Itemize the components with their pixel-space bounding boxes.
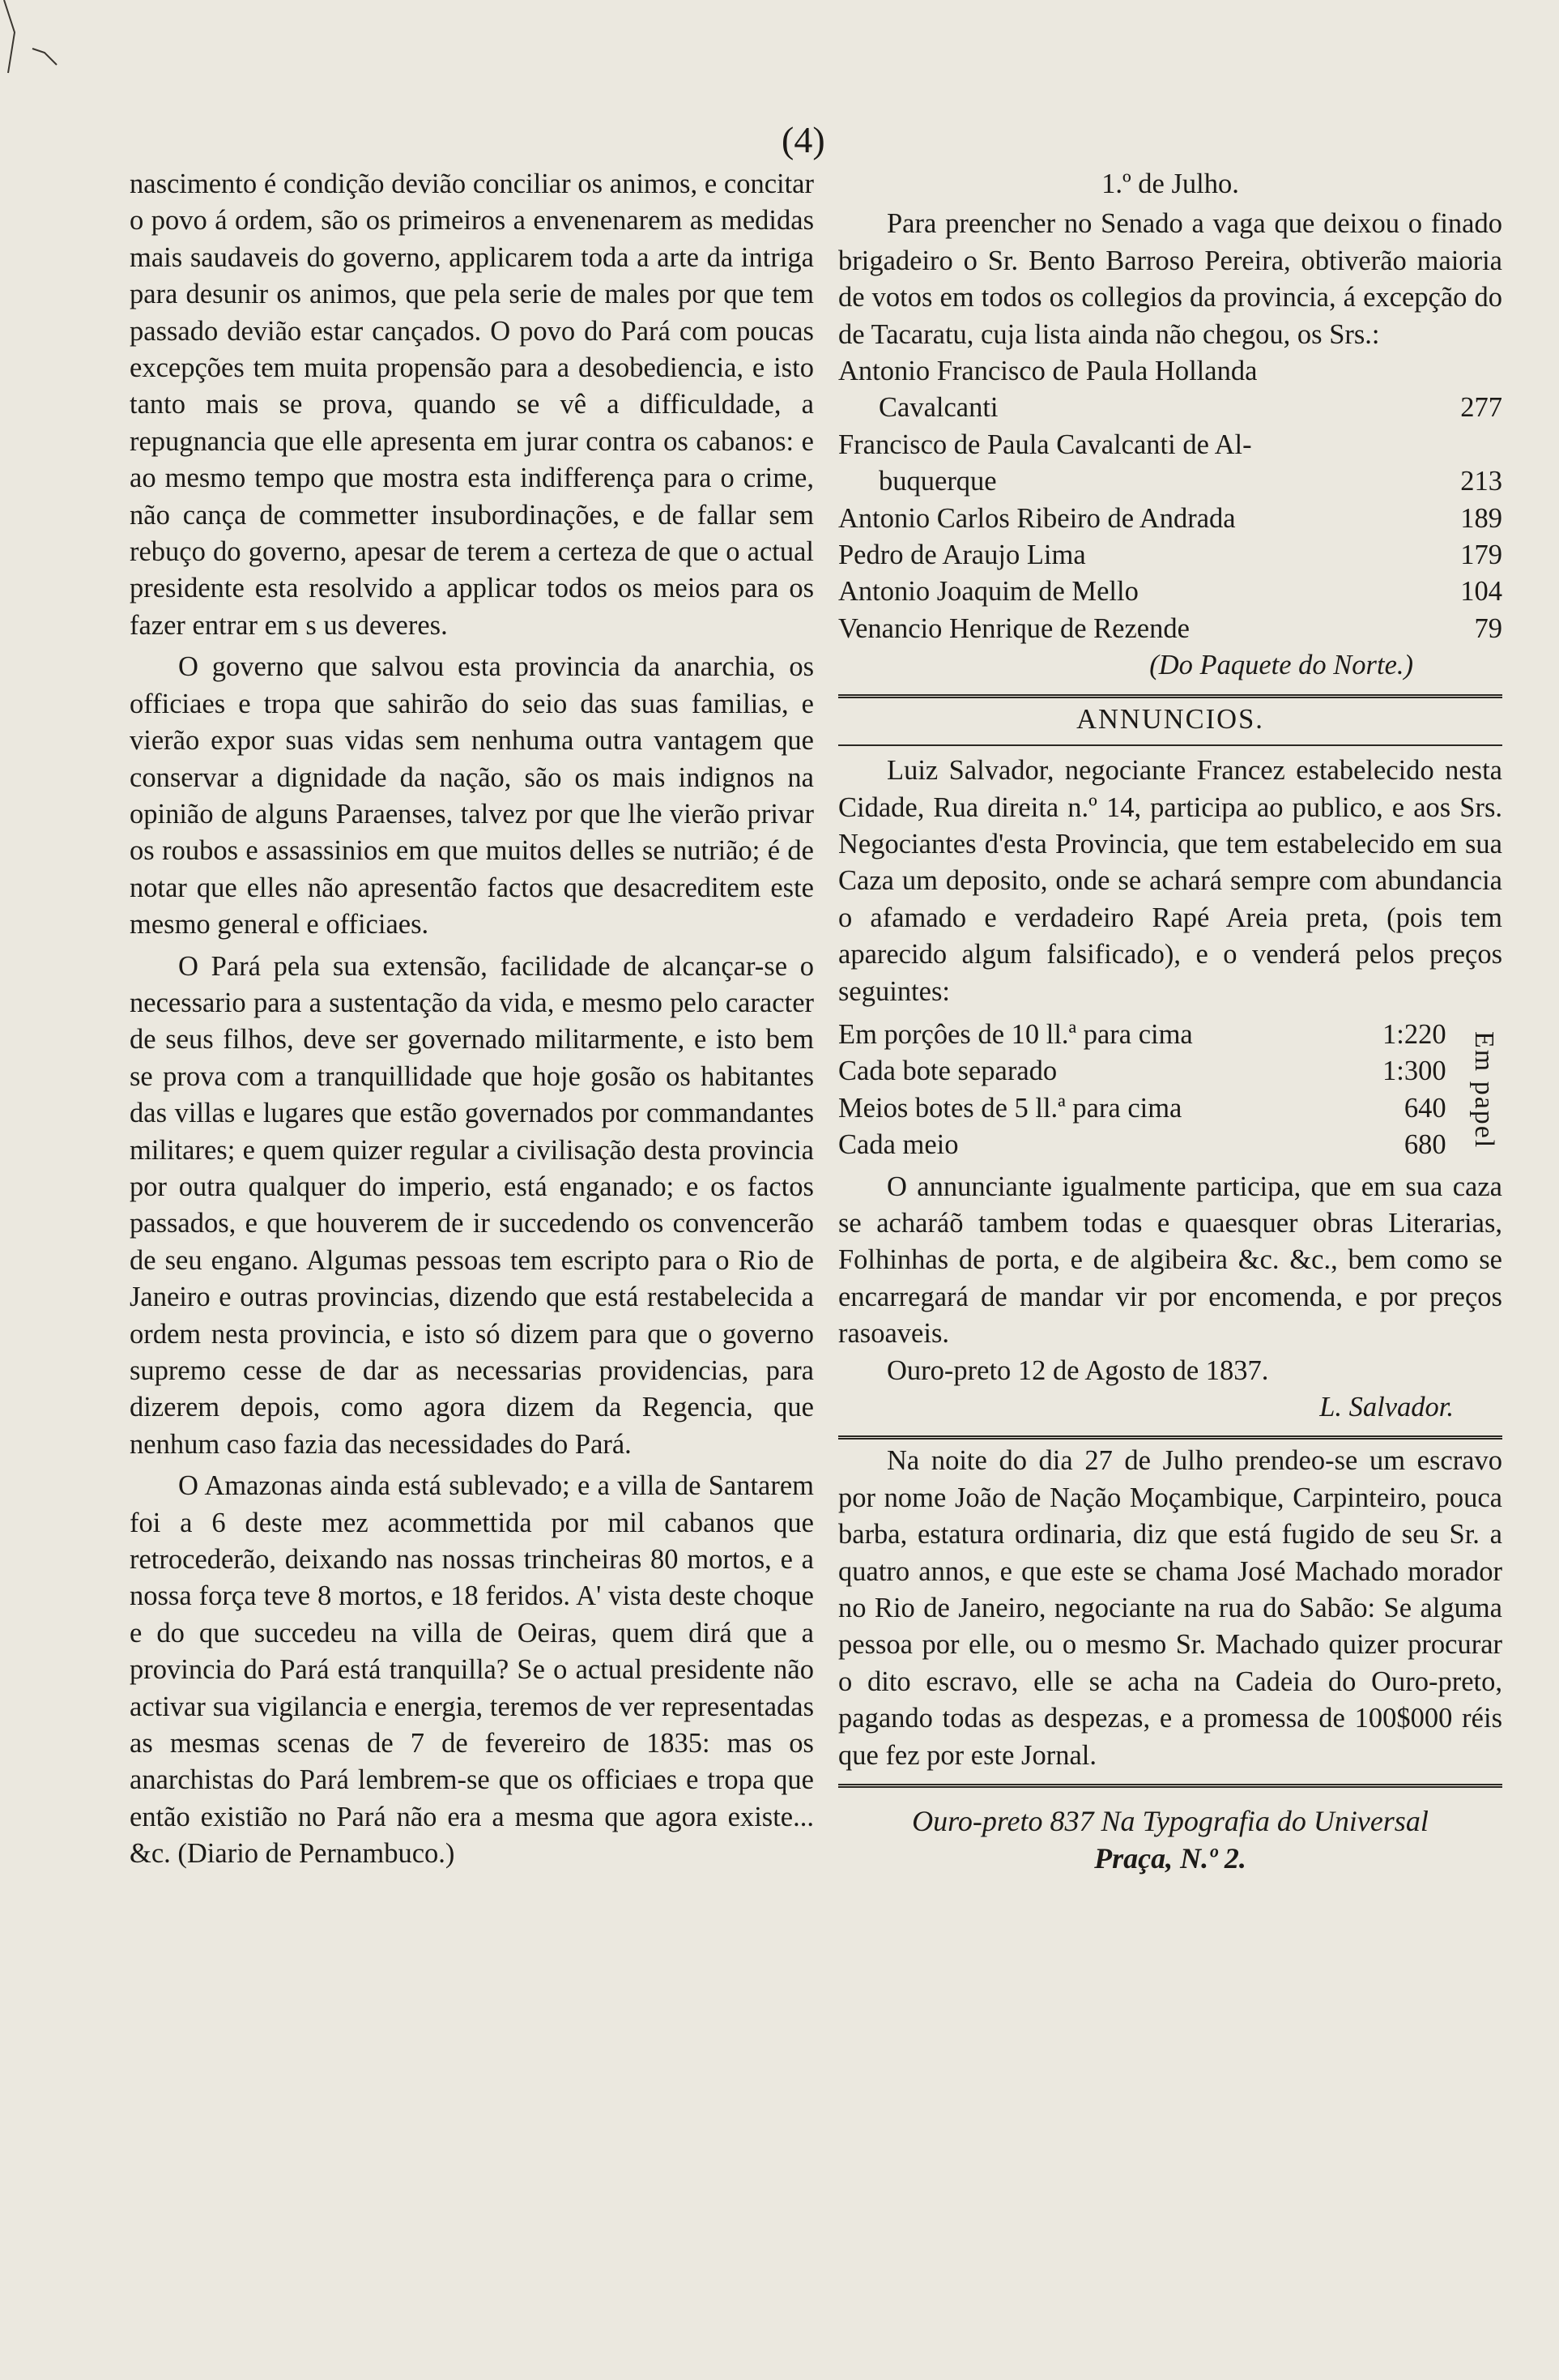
election-results xyxy=(838,353,1502,647)
ad-place-date: Ouro-preto 12 de Agosto de 1837. xyxy=(887,1354,1269,1386)
vote-count: 189 xyxy=(1460,502,1502,534)
price-label: Cada bote separado xyxy=(838,1056,1058,1087)
candidate-name: Pedro de Araujo Lima xyxy=(838,540,1086,571)
ad-signature: L. Salvador. xyxy=(1319,1392,1454,1422)
candidate-name-cont: Cavalcanti xyxy=(879,392,999,424)
ad-text: Luiz Salvador, negociante Francez estabelecido nesta Cidade, Rua direita n.º 14, participa ao publico, e aos Srs. Negociantes d'esta Provincia, que tem estabelecido em sua Caza um deposito, onde se achará sempre com abundancia o afamado e verdadeiro Rapé Areia preta, (pois tem aparecido algum falsificado), e o venderá pelos preços seguintes: xyxy=(838,755,1502,1007)
page-fold-mark xyxy=(0,0,73,113)
imprint-divider xyxy=(838,1784,1502,1788)
imprint-address: Praça, N.º 2. xyxy=(1094,1842,1246,1875)
price-list xyxy=(838,1017,1502,1164)
vote-count: 213 xyxy=(1460,465,1502,497)
price-label: Cada meio xyxy=(838,1129,959,1161)
candidate-name: Francisco de Paula Cavalcanti de Al- xyxy=(838,429,1252,460)
price-label: Meios botes de 5 ll.ª para cima xyxy=(838,1092,1182,1124)
candidate-name: Antonio Joaquim de Mello xyxy=(838,576,1139,608)
price-value: 640 xyxy=(1404,1092,1446,1124)
price-row xyxy=(838,1017,1463,1053)
price-rows xyxy=(838,1017,1463,1164)
price-row xyxy=(838,1053,1463,1090)
page-number: (4) xyxy=(782,119,825,160)
vote-row xyxy=(838,537,1502,574)
imprint xyxy=(838,1802,1502,1877)
ad-text: Na noite do dia 27 de Julho prendeo-se um escravo por nome João de Nação Moçambique, Carpinteiro, pouca barba, estatura ordinaria, diz que está fugido de seu Sr. a quatro annos, e que este se chama José Machado morador no Rio de Janeiro, negociante na rua do Sabão: Se alguma pessoa por elle, ou o mesmo Sr. Machado quizer procurar o dito escravo, elle se acha na Cadeia do Ouro-preto, pagando todas as despezas, e a promessa de 100$000 réis que fez por este Jornal. xyxy=(838,1445,1502,1771)
price-row xyxy=(838,1090,1463,1127)
candidate-name-cont: buquerque xyxy=(879,466,997,497)
right-column xyxy=(838,166,1502,1877)
vote-row xyxy=(838,574,1502,610)
article-paragraph: O governo que salvou esta provincia da anarchia, os officiaes e tropa que sahirão do seio das suas familias, e vierão expor suas vidas sem nenhuma outra vantagem que conservar a dignidade da nação, são os mais indignos na opinião de alguns Paraenses, talvez por que lhe vierão privar os roubos e assassinios em que muitos delles se nutrião; é de notar que elles não apresentão factos que desacreditem este mesmo general e officiaes. xyxy=(130,651,814,940)
vote-row xyxy=(838,427,1502,501)
vote-row xyxy=(838,501,1502,537)
vote-count: 277 xyxy=(1460,392,1502,424)
vote-count: 104 xyxy=(1460,576,1502,608)
price-value: 1:300 xyxy=(1382,1056,1446,1087)
price-side-note: Em papel xyxy=(1469,1031,1499,1149)
price-label: Em porçôes de 10 ll.ª para cima xyxy=(838,1018,1193,1050)
vote-row xyxy=(838,611,1502,647)
left-column xyxy=(130,166,814,1873)
section-divider xyxy=(838,694,1502,698)
ad-text: O annunciante igualmente participa, que em sua caza se acharáõ tambem todas e quaesquer obras Literarias, Folhinhas de porta, e de algibeira &c. &c., bem como se encarregará de mandar vir por encomenda, e por preços rasoaveis. xyxy=(838,1171,1502,1350)
announcements-title: ANNUNCIOS. xyxy=(1076,703,1264,735)
candidate-name: Antonio Francisco de Paula Hollanda xyxy=(838,356,1258,387)
price-value: 1:220 xyxy=(1382,1018,1446,1050)
article-paragraph: nascimento é condição devião conciliar os animos, e concitar o povo á ordem, são os primeiros a envenenarem as medidas mais saudaveis do governo, applicarem toda a arte da intriga para desunir os animos, que pela serie de males por que tem passado devião estar cançados. O povo do Pará com poucas excepções tem muita propensão para a desobediencia, e isto tanto mais se prova, quando se vê a difficuldade, a repugnancia que elle apresenta em jurar contra os cabanos: e ao mesmo tempo que mostra esta indifferença para o crime, não cança de commetter insubordinações, e de fallar sem rebuço do governo, apesar de terem a certeza de que o actual presidente esta resolvido a applicar todos os meios para os fazer entrar em s us deveres. xyxy=(130,168,814,641)
price-value: 680 xyxy=(1404,1129,1446,1161)
vote-count: 179 xyxy=(1460,540,1502,571)
imprint-line: Ouro-preto 837 Na Typografia do Universal xyxy=(912,1805,1429,1838)
article-paragraph: O Pará pela sua extensão, facilidade de alcançar-se o necessario para a sustentação da vida, e mesmo pelo caracter de seus filhos, deve ser governado militarmente, e isto bem se prova com a tranquillidade que hoje gosão os habitantes das villas e lugares que estão governados por commandantes militares; e quem quizer regular a civilisação desta provincia por outra qualquer do imperio, está enganado; e os factos passados, e que houverem de ir succedendo os convencerão de seu engano. Algumas pessoas tem escripto para o Rio de Janeiro e outras provincias, dizendo que está restabelecida a ordem nesta provincia, e isto só dizem para que o governo supremo cesse de dar as necessarias providencias, para dizerem depois, como agora dizem da Regencia, que nenhum caso fazia das necessidades do Pará. xyxy=(130,950,814,1460)
candidate-name: Antonio Carlos Ribeiro de Andrada xyxy=(838,502,1236,534)
election-source: (Do Paquete do Norte.) xyxy=(1149,650,1413,681)
vote-row xyxy=(838,353,1502,427)
section-divider xyxy=(838,1435,1502,1440)
election-intro: Para preencher no Senado a vaga que deixou o finado brigadeiro o Sr. Bento Barroso Pereira, obtiverão maioria de votos em todos os collegios da provincia, á excepção do de Tacaratu, cuja lista ainda não chegou, os Srs.: xyxy=(838,208,1502,350)
dateline: 1.º de Julho. xyxy=(1101,168,1239,199)
title-divider xyxy=(838,744,1502,746)
vote-count: 79 xyxy=(1474,612,1502,644)
price-row xyxy=(838,1127,1463,1163)
candidate-name: Venancio Henrique de Rezende xyxy=(838,612,1190,644)
article-paragraph: O Amazonas ainda está sublevado; e a villa de Santarem foi a 6 deste mez acommettida por mil cabanos que retrocederão, deixando nas nossas trincheiras 80 mortos, e a nossa força teve 8 mortos, e 18 feridos. A' vista deste choque e do que succedeu na villa de Oeiras, quem dirá que a provincia do Pará está tranquilla? Se o actual presidente não activar sua vigilancia e energia, teremos de ver representadas as mesmas scenas de 7 de fevereiro de 1835: mas os anarchistas do Pará lembrem-se que os officiaes e tropa que então existião no Pará não era a mesma que agora existe... &c. (Diario de Pernambuco.) xyxy=(130,1470,814,1870)
